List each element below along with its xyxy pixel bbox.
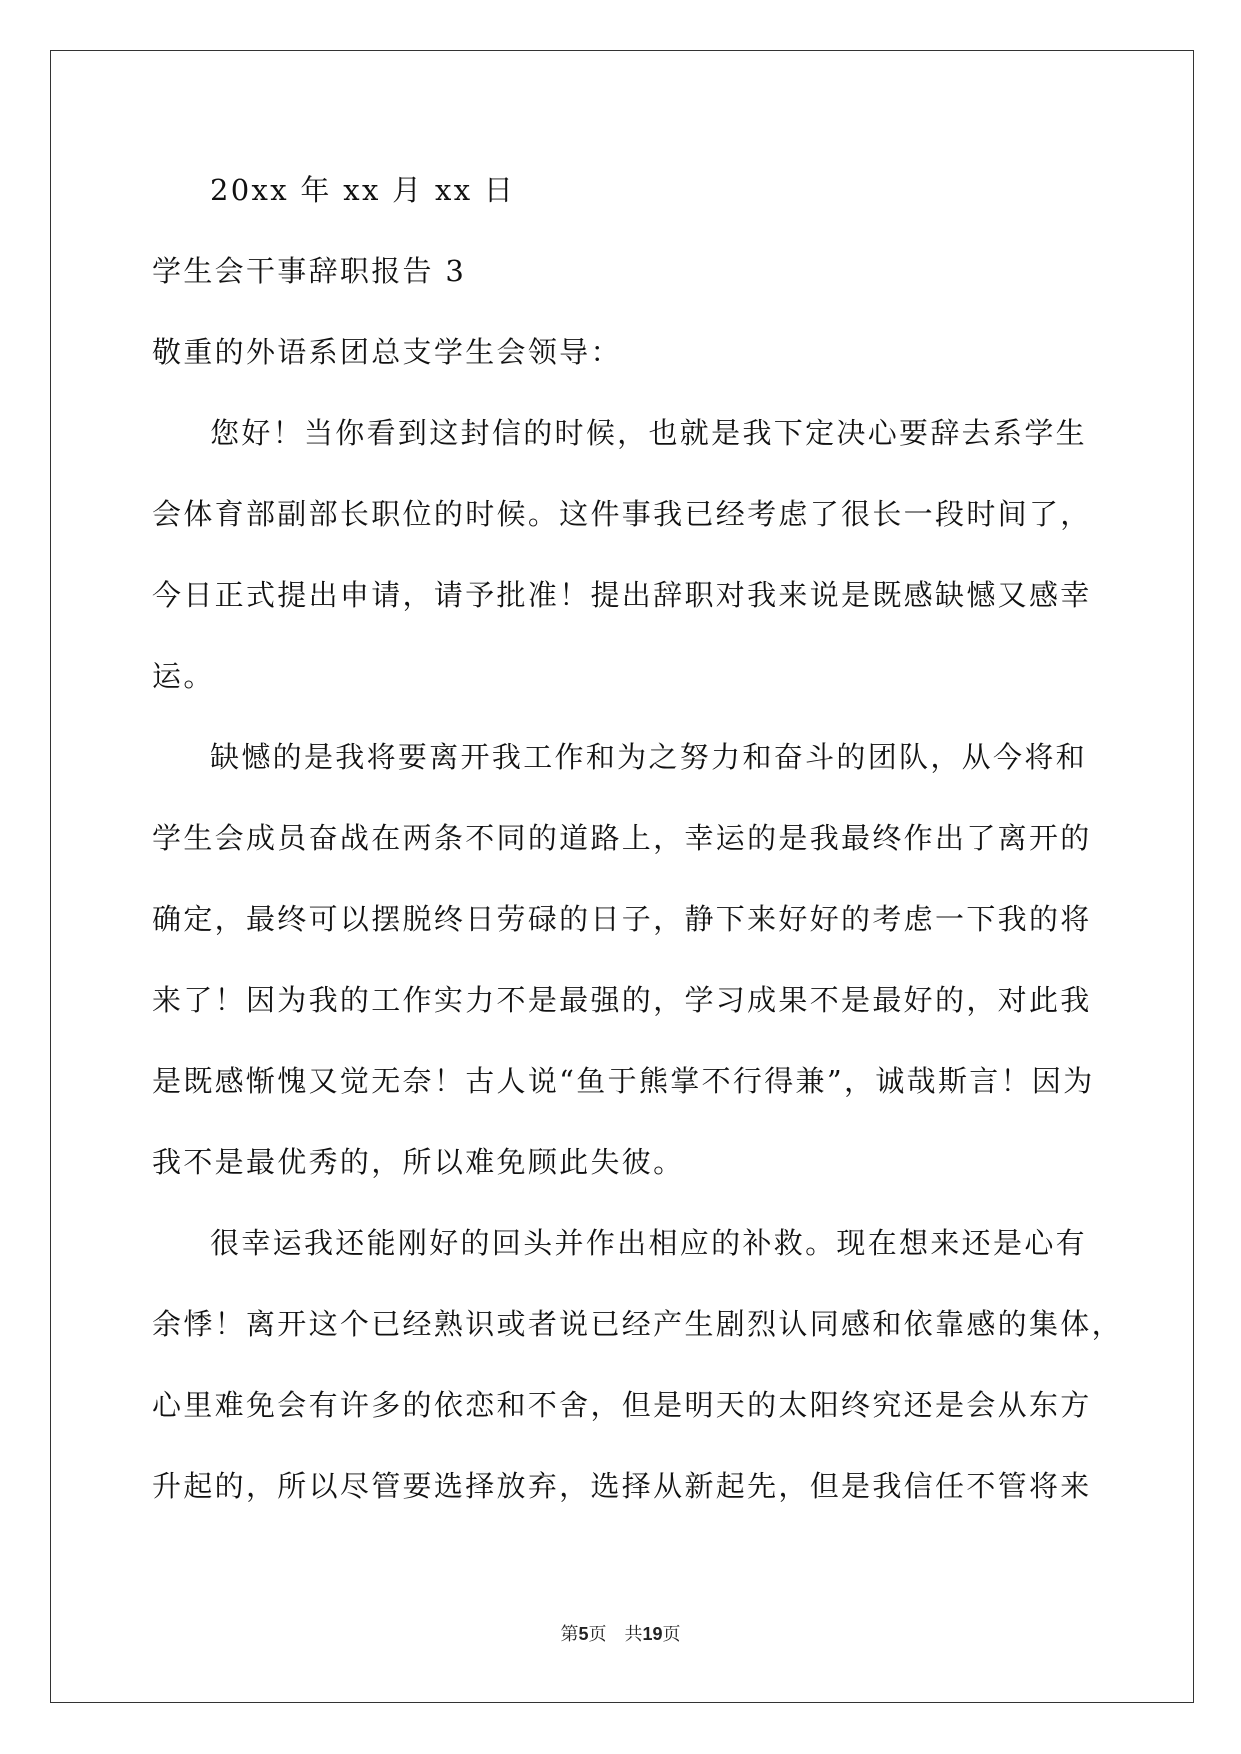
paragraph-line: 今日正式提出申请，请予批准！提出辞职对我来说是既感缺憾又感幸 <box>152 578 1092 612</box>
paragraph-line: 运。 <box>152 659 215 693</box>
page-number: 5 <box>578 1624 589 1644</box>
paragraph-line: 心里难免会有许多的依恋和不舍，但是明天的太阳终究还是会从东方 <box>152 1388 1092 1422</box>
paragraph-line: 缺憾的是我将要离开我工作和为之努力和奋斗的团队，从今将和 <box>210 740 1087 774</box>
paragraph-line: 学生会成员奋战在两条不同的道路上，幸运的是我最终作出了离开的 <box>152 821 1092 855</box>
page-total: 19 <box>642 1624 663 1644</box>
page-unit: 页 <box>588 1624 607 1645</box>
total-unit: 页 <box>662 1624 681 1645</box>
date-line: 20xx 年 xx 月 xx 日 <box>210 173 516 207</box>
total-prefix: 共 <box>624 1624 643 1645</box>
paragraph-line: 余悸！离开这个已经熟识或者说已经产生剧烈认同感和依靠感的集体， <box>152 1307 1123 1341</box>
report-title: 学生会干事辞职报告 3 <box>152 254 467 288</box>
paragraph-line: 来了！因为我的工作实力不是最强的，学习成果不是最好的，对此我 <box>152 983 1092 1017</box>
paragraph-line: 您好！当你看到这封信的时候，也就是我下定决心要辞去系学生 <box>210 416 1087 450</box>
paragraph-line: 我不是最优秀的，所以难免顾此失彼。 <box>152 1145 685 1179</box>
document-body <box>152 150 1123 1527</box>
page-footer <box>0 1620 1241 1646</box>
paragraph-line: 很幸运我还能刚好的回头并作出相应的补救。现在想来还是心有 <box>210 1226 1087 1260</box>
paragraph-line: 确定，最终可以摆脱终日劳碌的日子，静下来好好的考虑一下我的将 <box>152 902 1092 936</box>
page-prefix: 第 <box>560 1624 579 1645</box>
paragraph-line: 升起的，所以尽管要选择放弃，选择从新起先，但是我信任不管将来 <box>152 1469 1092 1503</box>
paragraph-line: 会体育部副部长职位的时候。这件事我已经考虑了很长一段时间了， <box>152 497 1092 531</box>
salutation: 敬重的外语系团总支学生会领导： <box>152 335 622 369</box>
paragraph-line: 是既感惭愧又觉无奈！古人说“鱼于熊掌不行得兼”，诚哉斯言！因为 <box>152 1064 1095 1098</box>
